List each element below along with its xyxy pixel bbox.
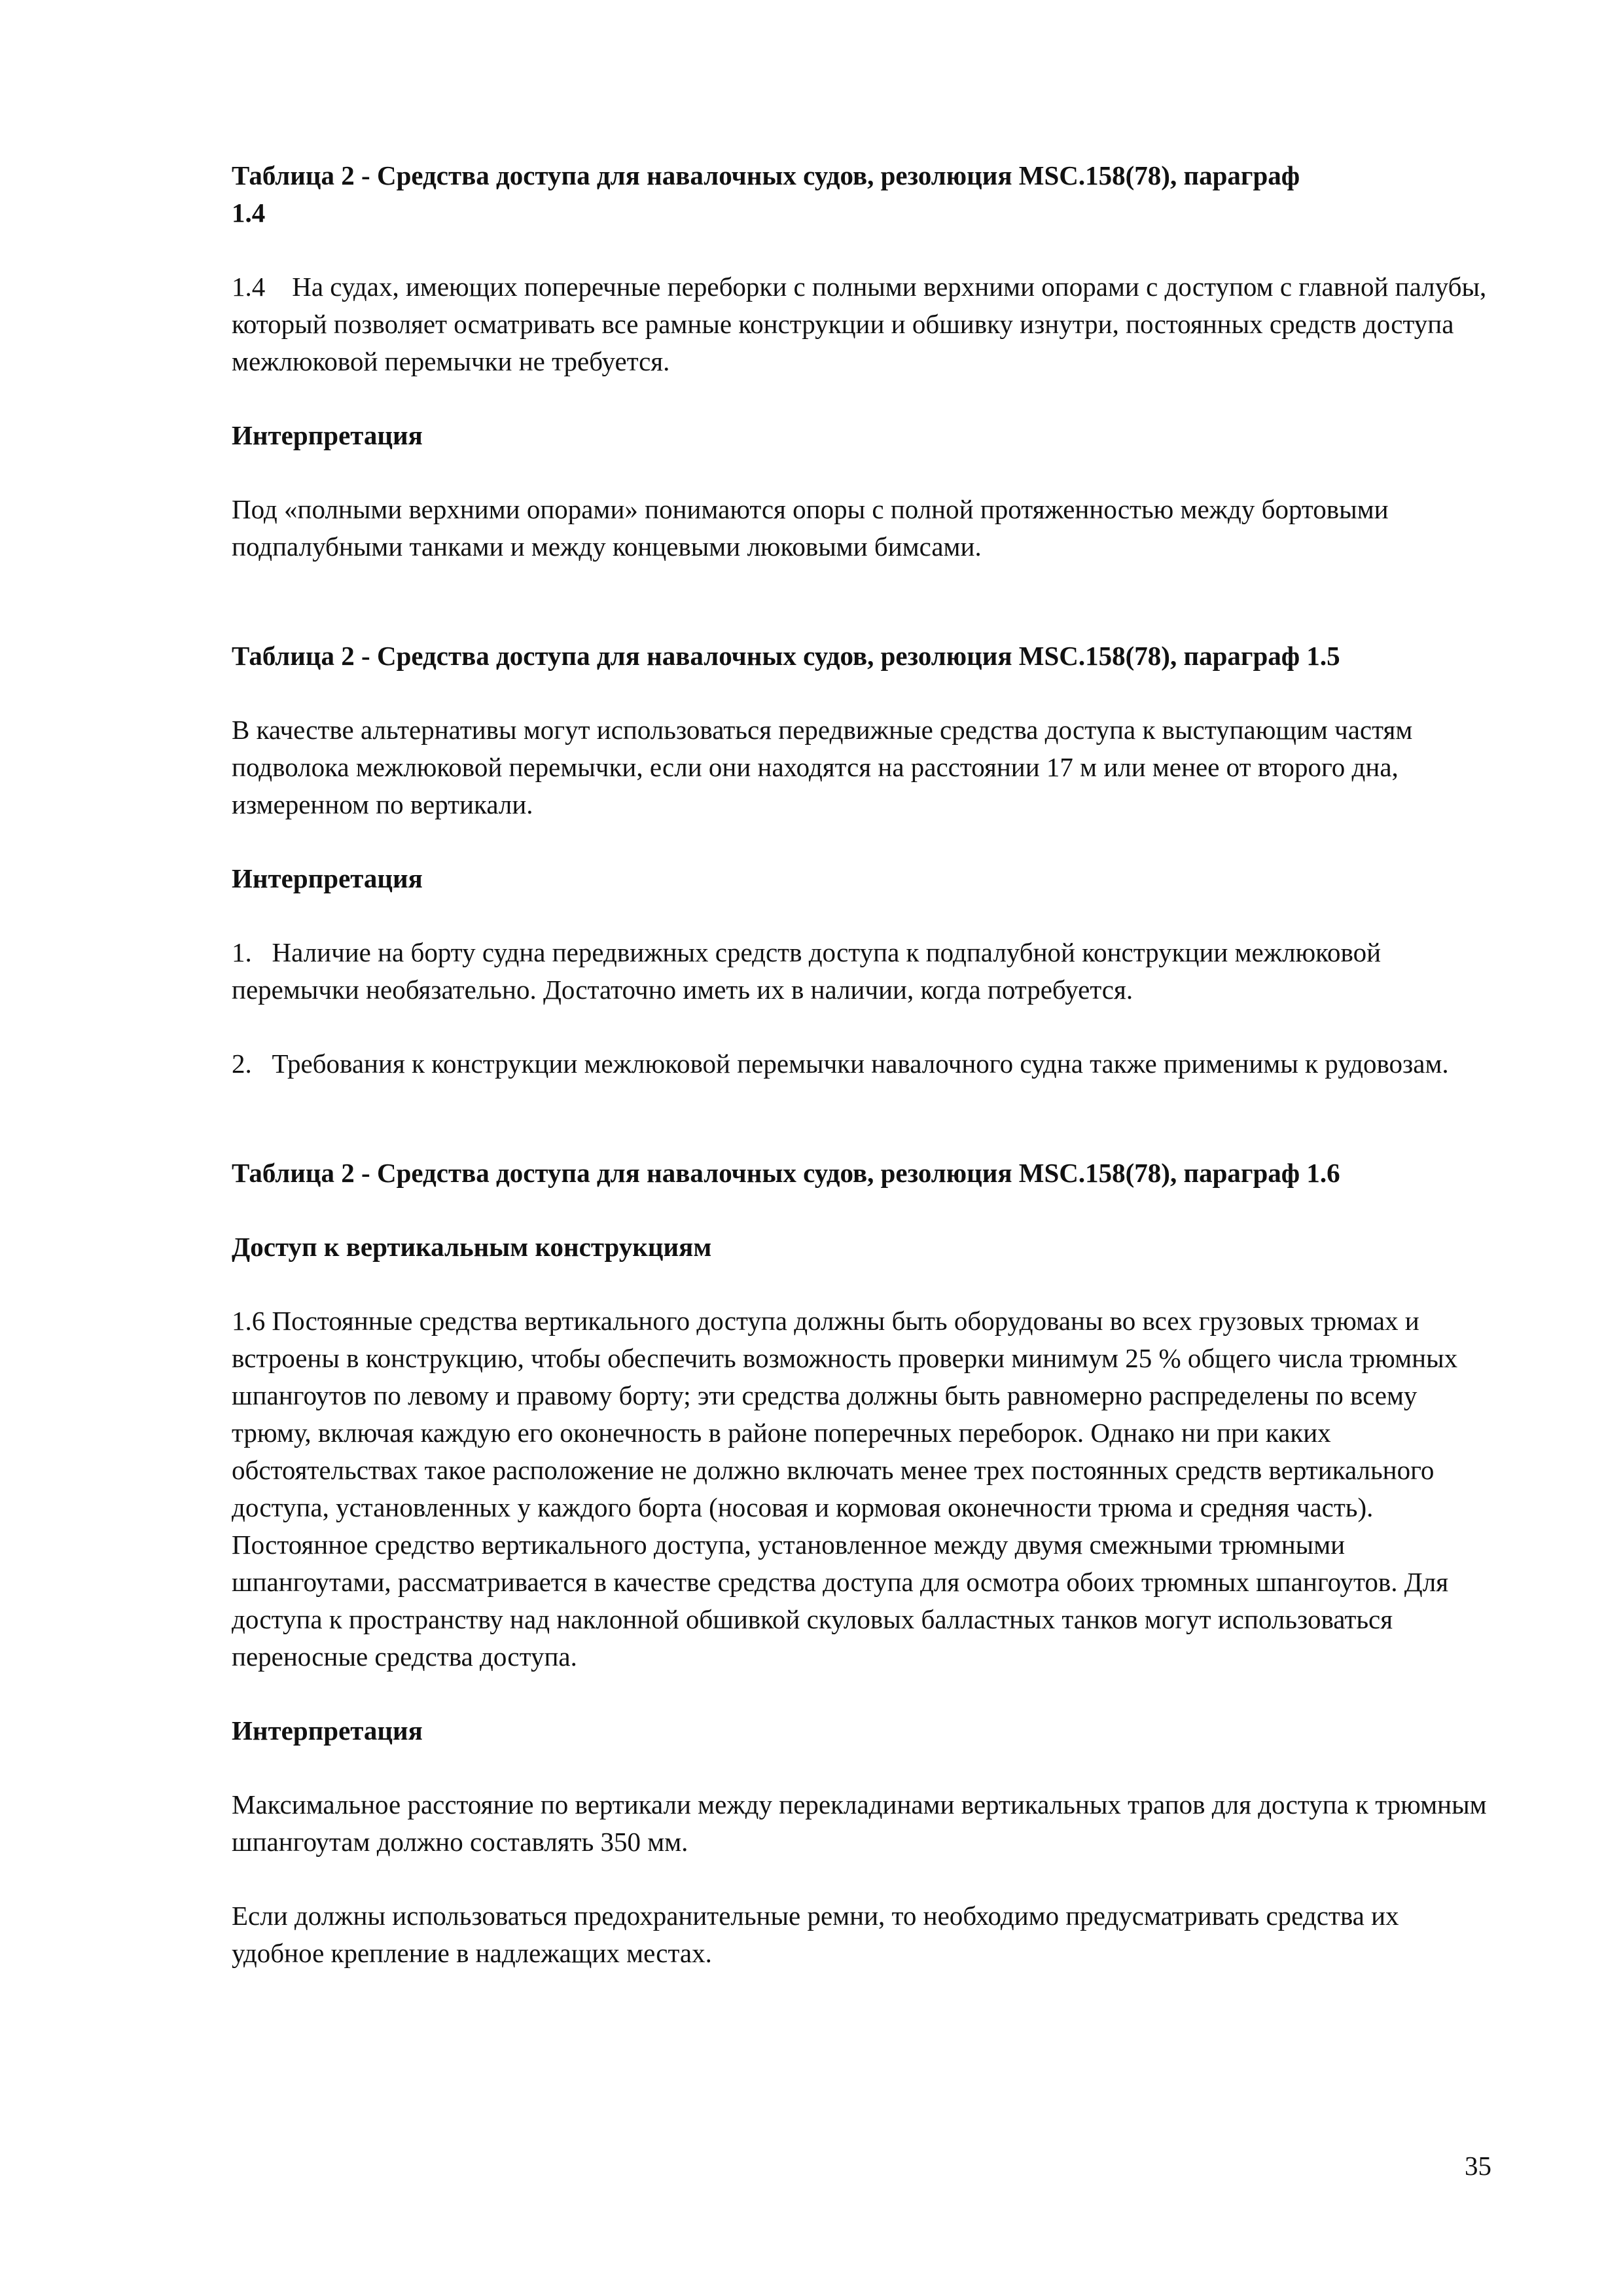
page-number: 35 bbox=[1465, 2151, 1491, 2181]
section-subheading: Доступ к вертикальным конструкциям bbox=[232, 1232, 712, 1262]
interpretation-paragraph: Максимальное расстояние по вертикали между перекладинами вертикальных трапов для доступа к трюмным шпангоутам должно составлять 350 мм. bbox=[232, 1789, 1487, 1857]
interpretation-label: Интерпретация bbox=[232, 420, 423, 450]
interpretation-paragraph: Если должны использоваться предохранительные ремни, то необходимо предусматривать средства их удобное крепление в надлежащих местах. bbox=[232, 1901, 1399, 1968]
rule-text: 1.6 Постоянные средства вертикального доступа должны быть оборудованы во всех грузовых трюмах и встроены в конструкцию, чтобы обеспечить возможность проверки минимум 25 % общего числа трюмных шпангоутов по левому и правому борту; эти средства должны быть равномерно распределены по всему трюму, включая каждую его оконечность в районе поперечных переборок. Однако ни при каких обстоятельствах такое расположение не должно включать менее трех постоянных средств вертикального доступа, установленных у каждого борта (носовая и кормовая оконечности трюма и средняя часть). Постоянное средство вертикального доступа, установленное между двумя смежными трюмными шпангоутами, рассматривается в качестве средства доступа для осмотра обоих трюмных шпангоутов. Для доступа к пространству над наклонной обшивкой скуловых балластных танков могут использоваться переносные средства доступа. bbox=[232, 1306, 1458, 1672]
interpretation-paragraph: 2. Требования к конструкции межлюковой перемычки навалочного судна также применимы к рудовозам. bbox=[232, 1049, 1449, 1079]
section-heading: Таблица 2 - Средства доступа для навалочных судов, резолюция MSC.158(78), параграф 1.5 bbox=[232, 641, 1340, 671]
section-heading: Таблица 2 - Средства доступа для навалочных судов, резолюция MSC.158(78), параграф 1.4 bbox=[232, 160, 1300, 228]
interpretation-label: Интерпретация bbox=[232, 1715, 423, 1746]
section-heading: Таблица 2 - Средства доступа для навалочных судов, резолюция MSC.158(78), параграф 1.6 bbox=[232, 1158, 1340, 1188]
interpretation-paragraph: 1. Наличие на борту судна передвижных средств доступа к подпалубной конструкции межлюковой перемычки необязательно. Достаточно иметь их в наличии, когда потребуется. bbox=[232, 937, 1388, 1005]
rule-text: В качестве альтернативы могут использоваться передвижные средства доступа к выступающим частям подволока межлюковой перемычки, если они находятся на расстоянии 17 м или менее от второго дна, измеренном по вертикали. bbox=[232, 715, 1413, 819]
interpretation-label: Интерпретация bbox=[232, 863, 423, 893]
rule-text: 1.4 На судах, имеющих поперечные переборки с полными верхними опорами с доступом с главной палубы, который позволяет осматривать все рамные конструкции и обшивку изнутри, постоянных средств доступа межлюковой перемычки не требуется. bbox=[232, 272, 1493, 376]
interpretation-paragraph: Под «полными верхними опорами» понимаются опоры с полной протяженностью между бортовыми подпалубными танками и между концевыми люковыми бимсами. bbox=[232, 494, 1389, 562]
document-page bbox=[232, 157, 1507, 1972]
